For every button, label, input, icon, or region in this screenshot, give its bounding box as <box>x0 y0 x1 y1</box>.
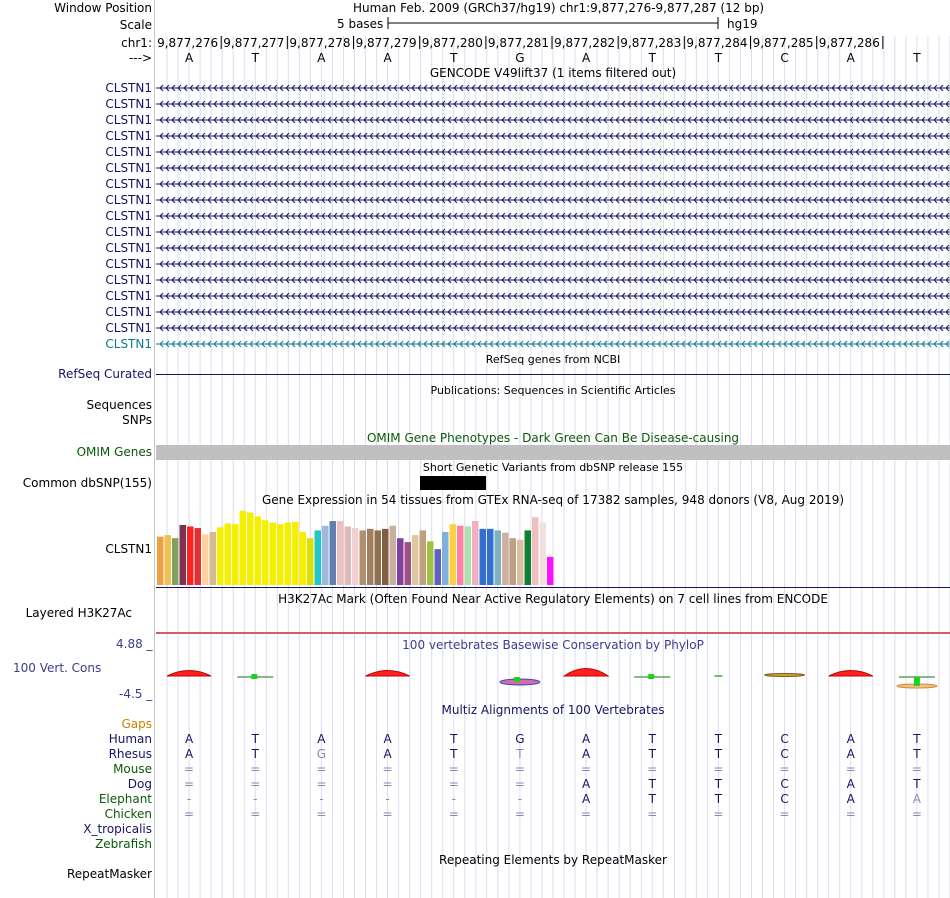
gencode-transcript-label[interactable]: CLSTN1 <box>105 225 152 239</box>
alignment-base: = <box>316 777 327 791</box>
alignment-base: A <box>383 747 392 761</box>
base-letter: T <box>913 51 921 65</box>
refseq-track-title: RefSeq genes from NCBI <box>485 353 621 366</box>
scale-db-text: hg19 <box>727 17 758 31</box>
multiz-species-label[interactable]: Human <box>108 732 152 746</box>
gencode-transcript-label[interactable]: CLSTN1 <box>105 193 152 207</box>
gtex-tissue-bar[interactable] <box>322 526 329 585</box>
gtex-tissue-bar[interactable] <box>405 542 412 585</box>
gtex-tissue-bar[interactable] <box>382 529 389 585</box>
base-letter: T <box>450 51 458 65</box>
alignment-base: C <box>780 747 789 761</box>
gtex-tissue-bar[interactable] <box>427 541 434 585</box>
gtex-tissue-bar[interactable] <box>442 532 449 585</box>
omim-track-title: OMIM Gene Phenotypes - Dark Green Can Be Disease-causing <box>366 431 740 445</box>
multiz-species-label[interactable]: Elephant <box>98 792 152 806</box>
alignment-base: T <box>251 747 259 761</box>
alignment-base: = <box>845 762 856 776</box>
conservation-max-label: 4.88 _ <box>116 637 153 651</box>
omim-track-label[interactable]: OMIM Genes <box>76 445 152 459</box>
alignment-base: = <box>647 807 658 821</box>
ruler-position-label: 9,877,281 <box>487 36 549 50</box>
gtex-tissue-bar[interactable] <box>187 527 194 586</box>
alignment-base: T <box>714 732 723 746</box>
gencode-transcript-label[interactable]: CLSTN1 <box>105 337 152 351</box>
gencode-transcript-label[interactable]: CLSTN1 <box>105 273 152 287</box>
dbsnp-track-title: Short Genetic Variants from dbSNP release 155 <box>422 461 684 474</box>
gtex-tissue-bar[interactable] <box>247 512 254 585</box>
refseq-gene-line[interactable] <box>156 374 950 375</box>
dbsnp-variant-block[interactable] <box>420 476 486 490</box>
alignment-base: T <box>648 777 656 791</box>
phylop-score-glyph[interactable] <box>366 671 410 677</box>
base-letter: T <box>648 51 656 65</box>
alignment-base: = <box>713 807 724 821</box>
gencode-transcript-label[interactable]: CLSTN1 <box>105 305 152 319</box>
phylop-score-glyph[interactable] <box>829 671 873 677</box>
base-letter: G <box>515 51 525 65</box>
alignment-base: T <box>913 747 921 761</box>
base-letter: T <box>714 51 723 65</box>
alignment-base: = <box>250 777 261 791</box>
gencode-track-title: GENCODE V49lift37 (1 items filtered out) <box>429 66 677 80</box>
alignment-base: - <box>186 792 192 806</box>
gtex-tissue-bar[interactable] <box>225 523 232 585</box>
gtex-track-separator <box>156 587 950 588</box>
alignment-base: A <box>846 777 855 791</box>
alignment-base: - <box>253 792 258 806</box>
alignment-base: T <box>450 732 458 746</box>
alignment-base: = <box>382 777 393 791</box>
ruler-position-label: 9,877,285 <box>752 36 814 50</box>
alignment-base: A <box>846 732 855 746</box>
gtex-tissue-bar[interactable] <box>345 527 352 586</box>
gencode-transcripts[interactable] <box>156 80 950 352</box>
gencode-transcript-label[interactable]: CLSTN1 <box>105 113 152 127</box>
gtex-tissue-bar[interactable] <box>300 532 307 585</box>
base-letter: A <box>383 51 392 65</box>
base-letter: C <box>780 51 789 65</box>
alignment-base: A <box>383 732 392 746</box>
alignment-base: = <box>382 807 393 821</box>
gtex-tissue-bar[interactable] <box>202 534 209 585</box>
gtex-tissue-bar[interactable] <box>240 511 247 585</box>
gtex-tissue-bar[interactable] <box>217 527 224 585</box>
alignment-base: T <box>648 747 656 761</box>
scale-bases-text: 5 bases <box>337 17 384 31</box>
gtex-tissue-bar[interactable] <box>375 530 382 585</box>
gencode-transcript-label[interactable]: CLSTN1 <box>105 209 152 223</box>
alignment-base: A <box>317 732 326 746</box>
alignment-base: G <box>316 747 327 761</box>
refseq-track-label[interactable]: RefSeq Curated <box>58 367 152 381</box>
alignment-base: = <box>514 777 525 791</box>
alignment-base: - <box>517 792 523 806</box>
alignment-base: - <box>319 792 324 806</box>
phylop-score-glyph[interactable] <box>564 669 608 677</box>
multiz-species-label[interactable]: Dog <box>127 777 152 791</box>
alignment-base: A <box>581 747 591 761</box>
gtex-tissue-bar[interactable] <box>292 522 299 585</box>
gtex-tissue-bar[interactable] <box>210 532 217 585</box>
gtex-tissue-bar[interactable] <box>337 521 344 585</box>
gencode-transcript-label[interactable]: CLSTN1 <box>105 289 152 303</box>
ruler-position-label: 9,877,283 <box>620 36 682 50</box>
publications-sequences-label[interactable]: Sequences <box>86 398 152 412</box>
alignment-base: A <box>184 747 194 761</box>
ruler-position-label: 9,877,284 <box>686 36 748 50</box>
alignment-base: = <box>382 762 393 776</box>
gtex-tissue-bar[interactable] <box>352 528 359 585</box>
gtex-tissue-bar[interactable] <box>232 524 239 585</box>
gencode-transcript-label[interactable]: CLSTN1 <box>105 81 152 95</box>
scale-bar <box>384 15 726 31</box>
base-letter: A <box>317 51 326 65</box>
gtex-tissue-bar[interactable] <box>517 540 524 585</box>
phylop-score-glyph[interactable] <box>167 671 211 677</box>
gencode-transcript-label[interactable]: CLSTN1 <box>105 161 152 175</box>
gtex-tissue-bar[interactable] <box>157 537 164 585</box>
alignment-base: = <box>316 762 327 776</box>
alignment-base: T <box>648 732 656 746</box>
alignment-base: A <box>581 777 591 791</box>
ruler-position-label: 9,877,280 <box>421 36 483 50</box>
gencode-transcript-label[interactable]: CLSTN1 <box>105 129 152 143</box>
gtex-tissue-bar[interactable] <box>450 524 457 585</box>
gtex-tissue-bar[interactable] <box>277 524 284 585</box>
gtex-tissue-bar[interactable] <box>435 549 442 585</box>
gtex-tissue-bar[interactable] <box>495 530 502 585</box>
ruler-position-label: 9,877,282 <box>554 36 616 50</box>
conservation-track-label[interactable]: 100 Vert. Cons <box>13 661 102 675</box>
alignment-base: = <box>184 807 195 821</box>
alignment-base: = <box>250 807 261 821</box>
alignment-base: = <box>779 807 790 821</box>
alignment-base: T <box>714 792 723 806</box>
alignment-base: T <box>714 777 723 791</box>
alignment-base: A <box>846 792 855 806</box>
multiz-gaps-label[interactable]: Gaps <box>121 717 152 731</box>
gtex-tissue-bar[interactable] <box>195 528 202 585</box>
gtex-tissue-bar[interactable] <box>262 520 269 585</box>
gtex-tissue-bar[interactable] <box>510 538 517 585</box>
alignment-base: = <box>581 807 592 821</box>
gtex-tissue-bar[interactable] <box>255 516 262 585</box>
alignment-base: G <box>515 732 525 746</box>
alignment-base: = <box>514 762 525 776</box>
conservation-track-title: 100 vertebrates Basewise Conservation by PhyloP <box>402 638 704 652</box>
alignment-base: = <box>581 762 592 776</box>
gtex-tissue-bar[interactable] <box>532 517 539 585</box>
alignment-base: = <box>845 807 856 821</box>
chrom-label: chr1: <box>121 36 152 50</box>
base-letter: T <box>251 51 259 65</box>
multiz-track-title: Multiz Alignments of 100 Vertebrates <box>441 703 665 717</box>
gtex-tissue-bar[interactable] <box>397 538 404 585</box>
phylop-score-glyph[interactable] <box>500 677 540 685</box>
gtex-tissue-bar[interactable] <box>487 529 494 585</box>
h3k27ac-track-title: H3K27Ac Mark (Often Found Near Active Regulatory Elements) on 7 cell lines from ENCODE <box>278 592 828 606</box>
gtex-tissue-bar[interactable] <box>270 523 277 585</box>
h3k27ac-signal-baseline[interactable] <box>156 632 950 634</box>
gtex-tissue-bar[interactable] <box>547 557 554 585</box>
alignment-base: = <box>448 807 459 821</box>
alignment-base: A <box>581 732 591 746</box>
gtex-tissue-bar[interactable] <box>172 538 179 585</box>
publications-track-title: Publications: Sequences in Scientific Articles <box>430 384 676 397</box>
gtex-tissue-bar[interactable] <box>502 533 509 585</box>
gtex-tissue-bar[interactable] <box>180 525 187 585</box>
gencode-transcript-label[interactable]: CLSTN1 <box>105 241 152 255</box>
gencode-transcript-label[interactable]: CLSTN1 <box>105 145 152 159</box>
alignment-base: T <box>450 747 458 761</box>
ruler-position-label: 9,877,278 <box>289 36 351 50</box>
alignment-base: = <box>250 762 261 776</box>
gencode-transcript-label[interactable]: CLSTN1 <box>105 97 152 111</box>
phylop-score-glyph[interactable] <box>237 674 273 679</box>
gtex-tissue-bar[interactable] <box>412 535 419 585</box>
alignment-base: T <box>516 747 524 761</box>
omim-gene-bar[interactable] <box>156 445 950 460</box>
alignment-base: = <box>184 777 195 791</box>
alignment-base: = <box>911 807 922 821</box>
gtex-tissue-bar[interactable] <box>285 523 292 585</box>
track-image-left-border <box>154 0 155 898</box>
h3k27ac-track-label[interactable]: Layered H3K27Ac <box>25 606 132 620</box>
ruler-position-label: 9,877,277 <box>223 36 285 50</box>
alignment-base: T <box>913 777 921 791</box>
alignment-base: = <box>448 777 459 791</box>
gtex-tissue-bar[interactable] <box>165 535 172 585</box>
gtex-tissue-bar[interactable] <box>307 538 314 585</box>
alignment-base: - <box>451 792 456 806</box>
alignment-base: A <box>846 747 855 761</box>
phylop-score-glyph[interactable] <box>634 674 670 679</box>
publications-snps-label[interactable]: SNPs <box>122 413 152 427</box>
multiz-species-label[interactable]: Rhesus <box>108 747 152 761</box>
gtex-tissue-bar[interactable] <box>315 530 322 585</box>
gtex-tissue-bar[interactable] <box>390 526 397 585</box>
gtex-track-title: Gene Expression in 54 tissues from GTEx RNA-seq of 17382 samples, 948 donors (V8, Aug 2019) <box>261 493 845 507</box>
multiz-species-label[interactable]: X_tropicalis <box>83 822 152 836</box>
ruler-position-label: 9,877,276 <box>157 36 219 50</box>
base-letter: A <box>184 51 194 65</box>
alignment-base: - <box>385 792 390 806</box>
gtex-tissue-bar[interactable] <box>480 529 487 585</box>
alignment-base: A <box>184 732 194 746</box>
multiz-species-label[interactable]: Mouse <box>113 762 152 776</box>
alignment-base: = <box>779 762 790 776</box>
alignment-base: = <box>713 762 724 776</box>
gencode-transcript-label[interactable]: CLSTN1 <box>105 177 152 191</box>
alignment-base: T <box>714 747 723 761</box>
strand-label: ---> <box>128 51 152 65</box>
alignment-base: = <box>647 762 658 776</box>
position-ruler[interactable] <box>156 33 950 65</box>
gtex-tissue-bar[interactable] <box>472 521 479 585</box>
multiz-species-label[interactable]: Chicken <box>104 807 152 821</box>
gtex-tissue-bar[interactable] <box>457 526 464 585</box>
gtex-tissue-bar[interactable] <box>525 530 532 585</box>
alignment-base: T <box>648 792 656 806</box>
window-position-label: Window Position <box>54 1 152 15</box>
alignment-base: C <box>780 777 789 791</box>
repeatmasker-track-title: Repeating Elements by RepeatMasker <box>439 853 667 867</box>
alignment-base: = <box>911 762 922 776</box>
gencode-transcript-label[interactable]: CLSTN1 <box>105 257 152 271</box>
gtex-tissue-bar[interactable] <box>367 529 374 585</box>
gtex-track-label[interactable]: CLSTN1 <box>105 542 152 556</box>
alignment-base: A <box>912 792 922 806</box>
alignment-base: = <box>448 762 459 776</box>
multiz-species-label[interactable]: Zebrafish <box>95 837 152 851</box>
alignment-base: T <box>913 732 921 746</box>
repeatmasker-track-label[interactable]: RepeatMasker <box>66 867 152 881</box>
conservation-min-label: -4.5 _ <box>119 687 153 701</box>
alignment-base: T <box>251 732 259 746</box>
alignment-base: A <box>581 792 591 806</box>
alignment-base: C <box>780 732 789 746</box>
gtex-tissue-bar[interactable] <box>465 527 472 586</box>
ruler-position-label: 9,877,279 <box>355 36 417 50</box>
base-letter: A <box>581 51 591 65</box>
assembly-position-text[interactable]: Human Feb. 2009 (GRCh37/hg19) chr1:9,877,276-9,877,287 (12 bp) <box>353 1 765 15</box>
base-letter: A <box>846 51 855 65</box>
alignment-base: = <box>514 807 525 821</box>
gencode-transcript-label[interactable]: CLSTN1 <box>105 321 152 335</box>
gtex-tissue-bar[interactable] <box>360 530 367 585</box>
dbsnp-track-label[interactable]: Common dbSNP(155) <box>22 476 152 490</box>
gtex-expression-bars[interactable] <box>156 507 950 587</box>
alignment-base: C <box>780 792 789 806</box>
phylop-score-glyph[interactable] <box>897 677 937 688</box>
gtex-tissue-bar[interactable] <box>420 530 427 585</box>
alignment-base: = <box>184 762 195 776</box>
gtex-tissue-bar[interactable] <box>540 523 547 585</box>
ruler-position-label: 9,877,286 <box>818 36 880 50</box>
gtex-tissue-bar[interactable] <box>330 521 337 585</box>
scale-label: Scale <box>119 18 152 32</box>
phylop-conservation-plot[interactable] <box>156 655 950 695</box>
phylop-score-glyph[interactable] <box>765 674 805 677</box>
alignment-base: = <box>316 807 327 821</box>
